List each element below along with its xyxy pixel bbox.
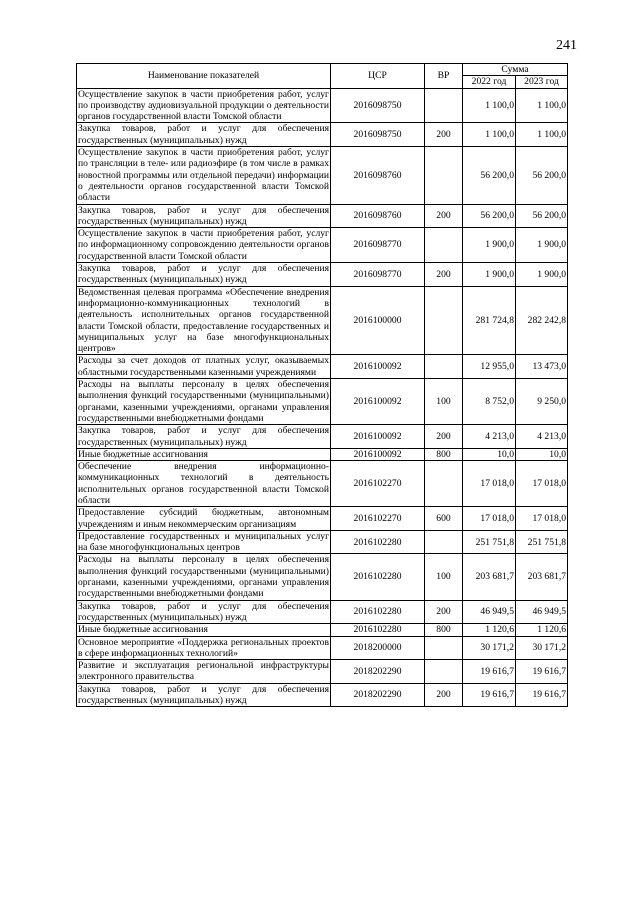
row-name: Закупка товаров, работ и услуг для обеспечения государственных (муниципальных) нужд: [78, 600, 329, 623]
row-name: Расходы на выплаты персоналу в целях обеспечения выполнения функций государственными (муниципальными) органами, казенными учреждениями, органами управления государственными внебюджетными фондами: [78, 379, 329, 424]
row-name: Основное мероприятие «Поддержка региональных проектов в сфере информационных технологий»: [78, 636, 329, 659]
row-csr: 2016102280: [331, 600, 425, 624]
table-row: [77, 123, 568, 147]
row-vr: [425, 286, 463, 355]
row-sum-2022: 10,0: [463, 448, 516, 460]
row-vr: 200: [425, 600, 463, 624]
row-sum-2023: 19 616,7: [516, 683, 568, 707]
row-vr: 200: [425, 204, 463, 228]
row-name: Развитие и эксплуатация региональной инфраструктуры электронного правительства: [78, 660, 329, 683]
row-sum-2023: 17 018,0: [516, 507, 568, 531]
row-sum-2022: 1 100,0: [463, 123, 516, 147]
row-csr: 2018202290: [331, 683, 425, 707]
row-name: Закупка товаров, работ и услуг для обеспечения государственных (муниципальных) нужд: [78, 204, 329, 227]
row-sum-2022: 19 616,7: [463, 660, 516, 684]
table-row: [77, 600, 568, 624]
row-sum-2023: 282 242,8: [516, 286, 568, 355]
table-row: [77, 683, 568, 707]
row-sum-2022: 4 213,0: [463, 425, 516, 449]
row-sum-2023: 1 100,0: [516, 88, 568, 123]
column-header-2022: 2022 год: [463, 76, 516, 88]
row-csr: 2016102280: [331, 554, 425, 600]
table-row: [77, 507, 568, 531]
row-vr: 800: [425, 624, 463, 636]
row-sum-2023: 1 120,6: [516, 624, 568, 636]
row-sum-2022: 56 200,0: [463, 204, 516, 228]
row-sum-2022: 281 724,8: [463, 286, 516, 355]
row-sum-2022: 17 018,0: [463, 507, 516, 531]
row-sum-2023: 4 213,0: [516, 425, 568, 449]
row-name: Ведомственная целевая программа «Обеспечение внедрения информационно-коммуникационных технологий в деятельность исполнительных органов государственной власти Томской области, предоставление государственных и муниципальных услуг на базе многофункциональных центров»: [78, 286, 329, 355]
table-row: [77, 147, 568, 204]
row-name: Закупка товаров, работ и услуг для обеспечения государственных (муниципальных) нужд: [78, 683, 329, 707]
table-row: [77, 554, 568, 600]
row-vr: 800: [425, 448, 463, 460]
row-csr: 2016100000: [331, 286, 425, 355]
row-sum-2022: 17 018,0: [463, 461, 516, 507]
row-vr: 100: [425, 554, 463, 600]
table-row: [77, 286, 568, 355]
row-sum-2023: 19 616,7: [516, 660, 568, 684]
row-csr: 2016098760: [331, 204, 425, 228]
row-sum-2023: 46 949,5: [516, 600, 568, 624]
row-sum-2022: 8 752,0: [463, 379, 516, 425]
row-vr: [425, 355, 463, 379]
column-header-csr: ЦСР: [331, 64, 425, 89]
row-vr: [425, 228, 463, 263]
table-row: [77, 624, 568, 636]
row-vr: [425, 461, 463, 507]
page-number: 241: [556, 38, 577, 53]
row-sum-2022: 203 681,7: [463, 554, 516, 600]
column-header-sum: Сумма: [463, 64, 568, 76]
row-vr: 100: [425, 379, 463, 425]
row-csr: 2016102280: [331, 530, 425, 554]
row-sum-2022: 1 900,0: [463, 263, 516, 287]
row-sum-2022: 1 900,0: [463, 228, 516, 263]
row-csr: 2016098760: [331, 147, 425, 204]
row-csr: 2016102280: [331, 624, 425, 636]
row-csr: 2016098750: [331, 123, 425, 147]
table-row: [77, 448, 568, 460]
row-vr: 200: [425, 263, 463, 287]
row-sum-2022: 46 949,5: [463, 600, 516, 624]
row-name: Осуществление закупок в части приобретения работ, услуг по трансляции в теле- или радиоэфире (в том числе в рамках новостной программы или отдельной передачи) информации о деятельности органов государственной власти Томской области: [78, 147, 329, 204]
row-vr: 200: [425, 683, 463, 707]
row-name: Осуществление закупок в части приобретения работ, услуг по информационному сопровождению деятельности органов государственной власти Томской области: [78, 228, 329, 262]
row-name: Иные бюджетные ассигнования: [77, 624, 331, 636]
row-vr: 200: [425, 425, 463, 449]
row-name: Иные бюджетные ассигнования: [77, 448, 331, 460]
row-csr: 2016098750: [331, 88, 425, 123]
row-vr: [425, 147, 463, 204]
table-row: [77, 204, 568, 228]
column-header-name: Наименование показателей: [77, 64, 331, 89]
row-name: Предоставление государственных и муниципальных услуг на базе многофункциональных центров: [78, 530, 329, 554]
table-row: [77, 636, 568, 660]
row-sum-2023: 56 200,0: [516, 204, 568, 228]
table-row: [77, 660, 568, 684]
row-csr: 2016100092: [331, 448, 425, 460]
table-row: [77, 263, 568, 287]
row-csr: 2016100092: [331, 379, 425, 425]
row-sum-2022: 12 955,0: [463, 355, 516, 379]
budget-table: [76, 63, 568, 707]
row-sum-2023: 17 018,0: [516, 461, 568, 507]
row-vr: 600: [425, 507, 463, 531]
row-sum-2022: 19 616,7: [463, 683, 516, 707]
row-vr: [425, 530, 463, 554]
row-csr: 2016098770: [331, 263, 425, 287]
row-name: Предоставление субсидий бюджетным, автономным учреждениям и иным некоммерческим организациям: [78, 507, 329, 530]
row-csr: 2018200000: [331, 636, 425, 660]
row-vr: [425, 636, 463, 660]
row-sum-2023: 10,0: [516, 448, 568, 460]
table-row: [77, 228, 568, 263]
row-sum-2023: 251 751,8: [516, 530, 568, 554]
column-header-vr: ВР: [425, 64, 463, 89]
row-csr: 2018202290: [331, 660, 425, 684]
row-name: Закупка товаров, работ и услуг для обеспечения государственных (муниципальных) нужд: [78, 425, 329, 448]
row-vr: [425, 660, 463, 684]
row-sum-2023: 1 900,0: [516, 263, 568, 287]
row-vr: [425, 88, 463, 123]
row-name: Закупка товаров, работ и услуг для обеспечения государственных (муниципальных) нужд: [78, 123, 329, 146]
row-name: Расходы на выплаты персоналу в целях обеспечения выполнения функций государственными (муниципальными) органами, казенными учреждениями, органами управления государственными внебюджетными фондами: [78, 554, 329, 600]
table-row: [77, 530, 568, 554]
row-csr: 2016098770: [331, 228, 425, 263]
row-csr: 2016100092: [331, 355, 425, 379]
row-sum-2022: 30 171,2: [463, 636, 516, 660]
row-sum-2022: 56 200,0: [463, 147, 516, 204]
row-sum-2022: 251 751,8: [463, 530, 516, 554]
row-csr: 2016102270: [331, 461, 425, 507]
table-row: [77, 379, 568, 425]
row-sum-2023: 9 250,0: [516, 379, 568, 425]
row-sum-2023: 203 681,7: [516, 554, 568, 600]
table-body: [77, 88, 568, 707]
column-header-2023: 2023 год: [516, 76, 568, 88]
table-row: [77, 88, 568, 123]
row-sum-2023: 1 100,0: [516, 123, 568, 147]
row-name: Закупка товаров, работ и услуг для обеспечения государственных (муниципальных) нужд: [78, 263, 329, 286]
row-name: Обеспечение внедрения информационно-коммуникационных технологий в деятельность исполнительных органов государственной власти Томской области: [78, 461, 329, 506]
table-row: [77, 425, 568, 449]
row-sum-2023: 30 171,2: [516, 636, 568, 660]
row-csr: 2016100092: [331, 425, 425, 449]
row-sum-2023: 1 900,0: [516, 228, 568, 263]
row-sum-2023: 56 200,0: [516, 147, 568, 204]
table-row: [77, 461, 568, 507]
row-sum-2022: 1 100,0: [463, 88, 516, 123]
row-name: Осуществление закупок в части приобретения работ, услуг по производству аудиовизуальной продукции о деятельности органов государственной власти Томской области: [78, 88, 329, 123]
row-sum-2022: 1 120,6: [463, 624, 516, 636]
row-csr: 2016102270: [331, 507, 425, 531]
row-vr: 200: [425, 123, 463, 147]
table-row: [77, 355, 568, 379]
row-name: Расходы за счет доходов от платных услуг, оказываемых областными государственными казенными учреждениями: [78, 355, 329, 378]
row-sum-2023: 13 473,0: [516, 355, 568, 379]
